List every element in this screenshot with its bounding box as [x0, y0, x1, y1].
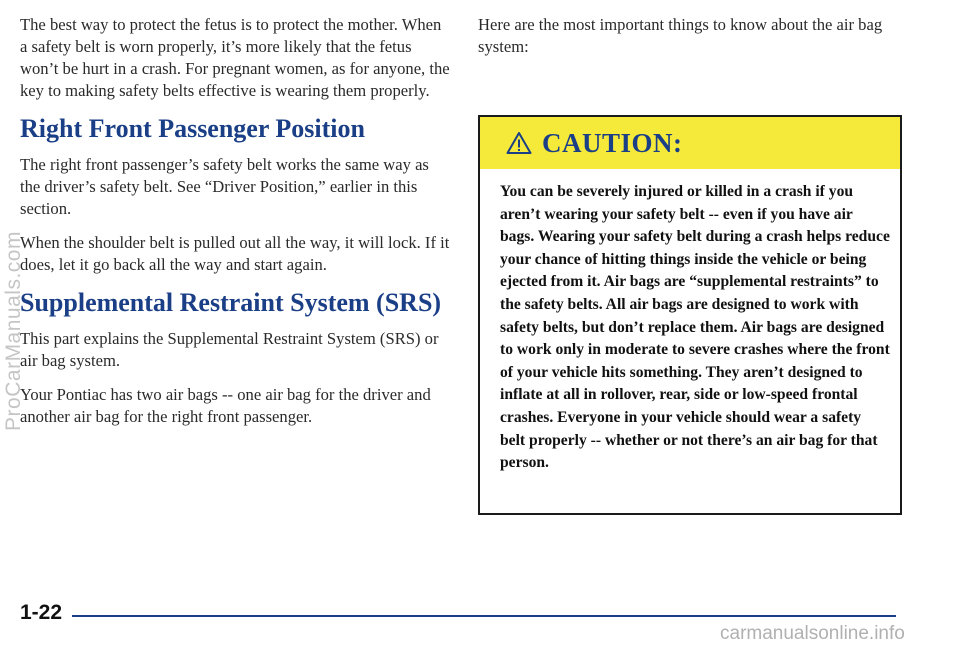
left-column: [20, 14, 450, 428]
airbag-intro-paragraph: Here are the most important things to know about the air bag system:: [478, 15, 883, 56]
right-front-paragraph-2: When the shoulder belt is pulled out all the way, it will lock. If it does, let it go back all the way and start again.: [20, 233, 450, 274]
side-watermark: ProCarManuals.com: [2, 231, 25, 431]
srs-paragraph-1: This part explains the Supplemental Restraint System (SRS) or air bag system.: [20, 329, 439, 370]
srs-paragraph-2: Your Pontiac has two air bags -- one air bag for the driver and another air bag for the right front passenger.: [20, 385, 431, 426]
footer-rule: [72, 615, 896, 617]
right-front-paragraph-1: The right front passenger’s safety belt works the same way as the driver’s safety belt. See “Driver Position,” earlier in this section.: [20, 155, 429, 218]
page-number: 1-22: [20, 601, 63, 624]
caution-title: CAUTION:: [542, 127, 683, 158]
caution-header: [480, 117, 900, 169]
caution-box: [478, 115, 902, 515]
heading-right-front-passenger: Right Front Passenger Position: [20, 114, 365, 143]
warning-triangle-icon: [506, 131, 532, 155]
bottom-watermark: carmanualsonline.info: [720, 623, 905, 644]
caution-body: You can be severely injured or killed in a crash if you aren’t wearing your safety belt -- even if you have air bags. Wearing your safety belt during a crash helps reduce your chance of hitting things inside the vehicle or being ejected from it. Air bags are “supplemental restraints” to the safety belts. All air bags are designed to work with safety belts, but don’t replace them. Air bags are designed to work only in moderate to severe crashes where the front of your vehicle hits something. They aren’t designed to inflate at all in rollover, rear, side or low-speed frontal crashes. Everyone in your vehicle should wear a safety belt properly -- whether or not there’s an air bag for that person.: [500, 183, 890, 472]
heading-srs: Supplemental Restraint System (SRS): [20, 288, 442, 317]
right-column: [478, 14, 908, 58]
intro-paragraph: The best way to protect the fetus is to protect the mother. When a safety belt is worn properly, it’s more likely that the fetus won’t be hurt in a crash. For pregnant women, as for anyone, the key to making safety belts effective is wearing them properly.: [20, 15, 450, 100]
